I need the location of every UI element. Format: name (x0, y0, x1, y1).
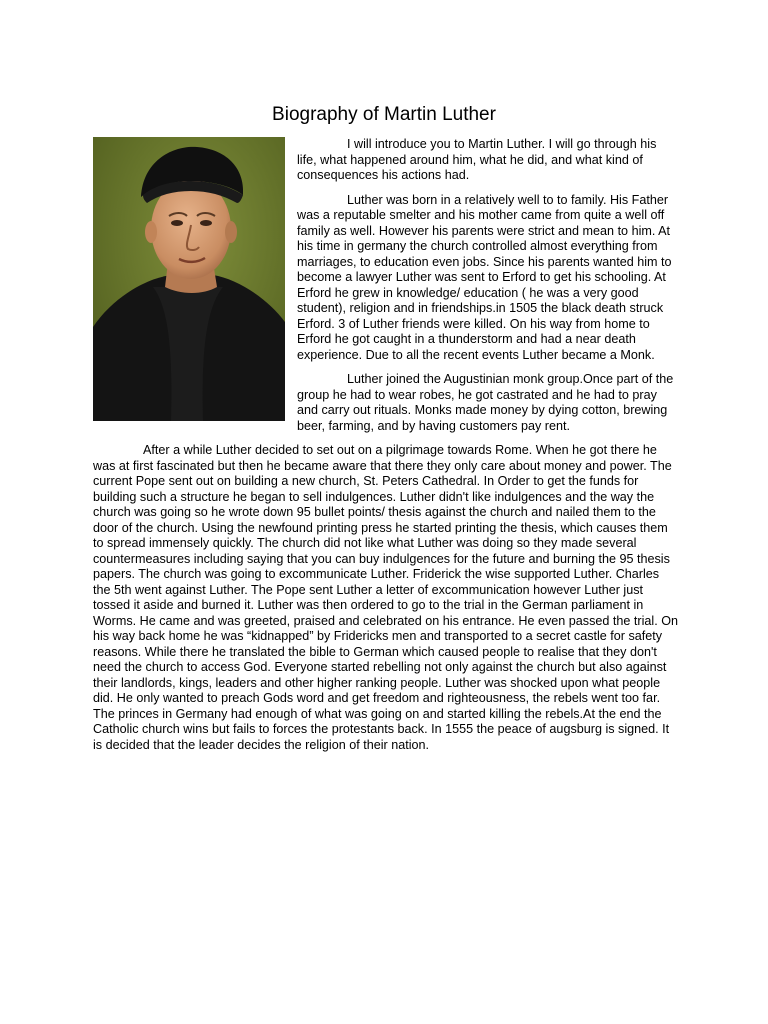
document-body (93, 137, 679, 762)
paragraph-reformation: After a while Luther decided to set out on a pilgrimage towards Rome. When he got there he was at first fascinated but then he became aware that there they only care about money and power. The current Pope sent out on building a new church, St. Peters Cathedral. In Order to get the funds for building such a structure he began to sell indulgences. Luther didn't like indulgences and the way the church was going so he wrote down 95 bullet points/ thesis against the church and nailed them to the door of the church. Using the newfound printing press he started printing the thesis, which causes them to spread immensely quickly. The church did not like what Luther was doing so they made several countermeasures including saying that you can buy indulgences for the future and burning the 95 thesis papers. The church was going to excommunicate Luther. Friderick the wise supported Luther. Charles the 5th went against Luther. The Pope sent Luther a letter of excommunication however Luther just tossed it aside and burned it. Luther was then ordered to go to the trial in the German parliament in Worms. He came and was greeted, praised and celebrated on his entrance. He even passed the trial. On his way back home he was “kidnapped” by Fridericks men and transported to a secret castle for safety reasons. While there he translated the bible to German which caused people to realise that they don't need the church to access God. Everyone started rebelling not only against the church but also against their landlords, kings, leaders and other higher ranking people. Luther was shocked upon what people did. He only wanted to preach Gods word and get freedom and righteousness, the rebels went too far. The princes in Germany had enough of what was going on and started killing the rebels.At the end the Catholic church wins but fails to forces the protestants back. In 1555 the peace of augsburg is signed. It is decided that the leader decides the religion of their nation. (93, 443, 679, 752)
portrait-drawing (93, 137, 285, 421)
paragraph-monk-life: Luther joined the Augustinian monk group.Once part of the group he had to wear robes, he got castrated and he had to pray and carry out rituals. Monks made money by dying cotton, brewing beer, farming, and by having customers pay rent. (297, 372, 674, 433)
martin-luther-portrait-icon (93, 137, 285, 421)
document-title: Biography of Martin Luther (272, 104, 496, 125)
paragraph-introduction: I will introduce you to Martin Luther. I will go through his life, what happened around him, what he did, and what kind of consequences his actions had. (297, 137, 657, 182)
paragraph-early-life: Luther was born in a relatively well to to family. His Father was a reputable smelter and his mother came from quite a well off family as well. However his parents were strict and mean to him. At his time in germany the church controlled almost everything from marriages, to education even jobs. Since his parents wanted him to become a lawyer Luther was sent to Erford to get his schooling. At Erford he grew in knowledge/ education ( he was a very good student), religion and in friendships.in 1505 the black death struck Erford. 3 of Luther friends were killed. On his way from home to Erford he got caught in a thunderstorm and had a near death experience. Due to all the recent events Luther became a Monk. (297, 192, 672, 362)
